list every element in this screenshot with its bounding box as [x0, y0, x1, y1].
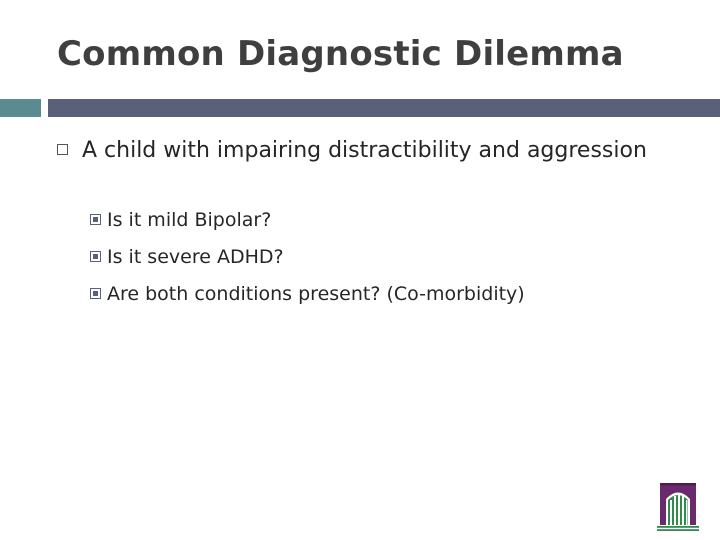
main-bullet-text: A child with impairing distractibility and aggression: [82, 138, 647, 163]
filled-square-bullet-icon: [90, 214, 101, 225]
sub-bullet-item: [90, 207, 690, 244]
sub-bullet-text: Is it mild Bipolar?: [107, 209, 272, 231]
title-accent-bar-teal: [0, 99, 41, 117]
sub-bullet-text: Is it severe ADHD?: [107, 246, 284, 268]
sub-bullet-text: Are both conditions present? (Co-morbidity): [107, 283, 525, 305]
title-accent-bar-slate: [48, 99, 720, 117]
filled-square-bullet-icon: [90, 251, 101, 262]
hollow-square-bullet-icon: [57, 144, 68, 155]
sub-bullet-item: [90, 244, 690, 281]
filled-square-bullet-icon: [90, 288, 101, 299]
sub-bullet-item: [90, 281, 690, 318]
institution-gate-logo-icon: [657, 481, 699, 531]
slide-title: Common Diagnostic Dilemma: [57, 34, 624, 74]
sub-bullet-list: [90, 207, 690, 318]
